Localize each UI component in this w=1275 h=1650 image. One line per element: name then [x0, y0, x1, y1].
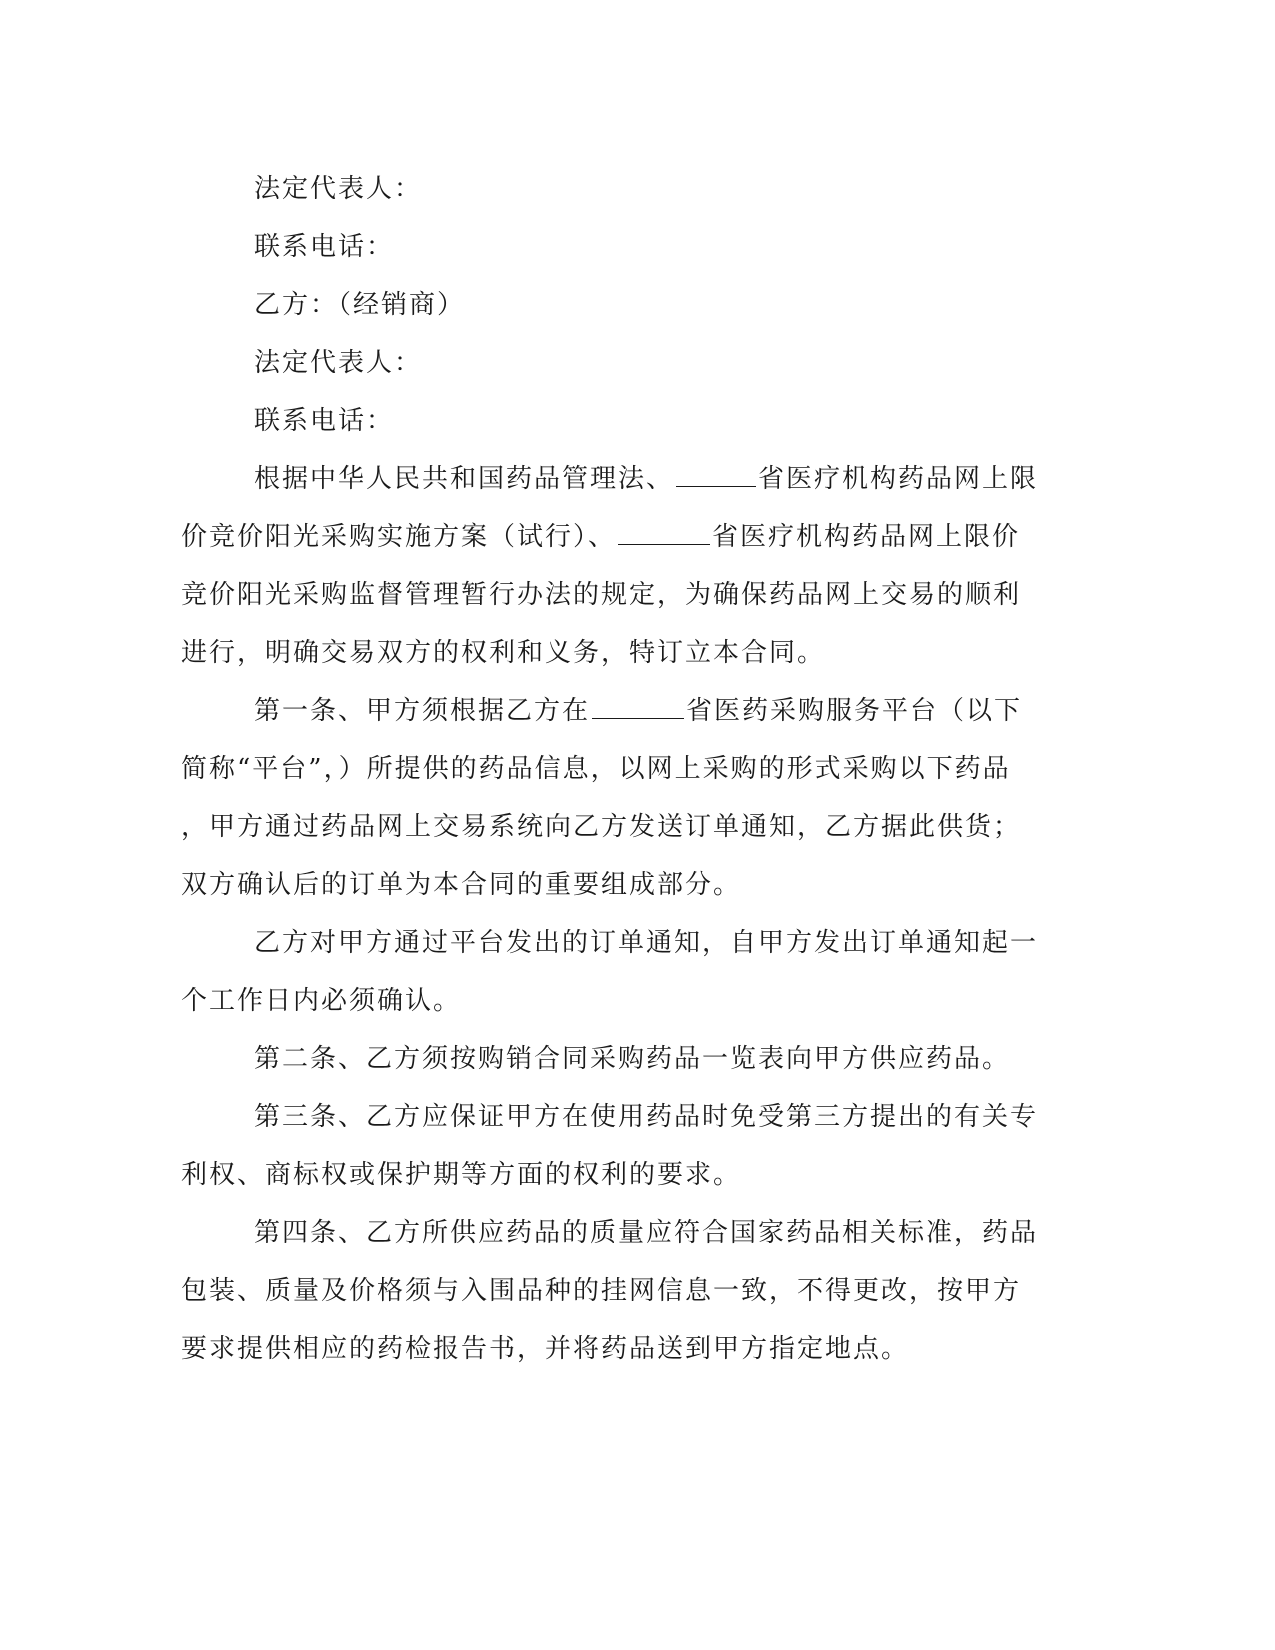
preamble-line-1-start: 根据中华人民共和国药品管理法、: [254, 464, 675, 494]
article-1-line-2: 简称“平台”，）所提供的药品信息，以网上采购的形式采购以下药品: [181, 754, 1011, 784]
article-4-line-1: 第四条、乙方所供应药品的质量应符合国家药品相关标准，药品: [254, 1218, 1039, 1248]
preamble-line-2-end: 省医疗机构药品网上限价: [712, 522, 1021, 552]
article-1: [181, 682, 1027, 914]
party-b-phone: 联系电话：: [254, 406, 395, 436]
preamble-line-1: [181, 450, 1039, 508]
article-2-line-1: 第二条、乙方须按购销合同采购药品一览表向甲方供应药品。: [254, 1044, 1011, 1074]
article-2: [181, 1030, 1027, 1088]
article-1-line-1: [181, 682, 1027, 740]
contract-page: [181, 160, 1039, 1378]
province-blank-3: [592, 696, 684, 719]
article-1-line-4: 双方确认后的订单为本合同的重要组成部分。: [181, 870, 742, 900]
party-a-representative: 法定代表人：: [254, 174, 423, 204]
preamble-line-1-end: 省医疗机构药品网上限: [758, 464, 1039, 494]
article-4-line-2: 包装、质量及价格须与入围品种的挂网信息一致，不得更改，按甲方: [181, 1276, 1022, 1306]
province-blank-2: [618, 522, 710, 545]
article-4-line-3: 要求提供相应的药检报告书，并将药品送到甲方指定地点。: [181, 1334, 910, 1364]
confirm-line-2: 个工作日内必须确认。: [181, 986, 462, 1016]
party-b-representative: 法定代表人：: [254, 348, 423, 378]
article-3: [181, 1088, 1039, 1204]
province-blank-1: [676, 464, 756, 487]
article-4: [181, 1204, 1039, 1378]
preamble-paragraph: [181, 450, 1039, 682]
preamble-line-3: 竞价阳光采购监督管理暂行办法的规定，为确保药品网上交易的顺利: [181, 580, 1022, 610]
article-1-line-3: ，甲方通过药品网上交易系统向乙方发送订单通知，乙方据此供货；: [181, 812, 1022, 842]
confirm-line-1: 乙方对甲方通过平台发出的订单通知，自甲方发出订单通知起一: [254, 928, 1039, 958]
article-1-line-1-start: 第一条、甲方须根据乙方在: [254, 696, 591, 726]
article-3-line-2: 利权、商标权或保护期等方面的权利的要求。: [181, 1160, 742, 1190]
preamble-line-2-start: 价竞价阳光采购实施方案（试行）、: [181, 522, 617, 552]
order-confirmation-clause: [181, 914, 1039, 1030]
preamble-line-2: [181, 508, 1027, 566]
article-1-line-1-end: 省医药采购服务平台（以下: [686, 696, 1023, 726]
article-3-line-1: 第三条、乙方应保证甲方在使用药品时免受第三方提出的有关专: [254, 1102, 1039, 1132]
party-a-phone: 联系电话：: [254, 232, 395, 262]
preamble-line-4: 进行，明确交易双方的权利和义务，特订立本合同。: [181, 638, 826, 668]
party-b-label: 乙方：（经销商）: [254, 290, 466, 320]
